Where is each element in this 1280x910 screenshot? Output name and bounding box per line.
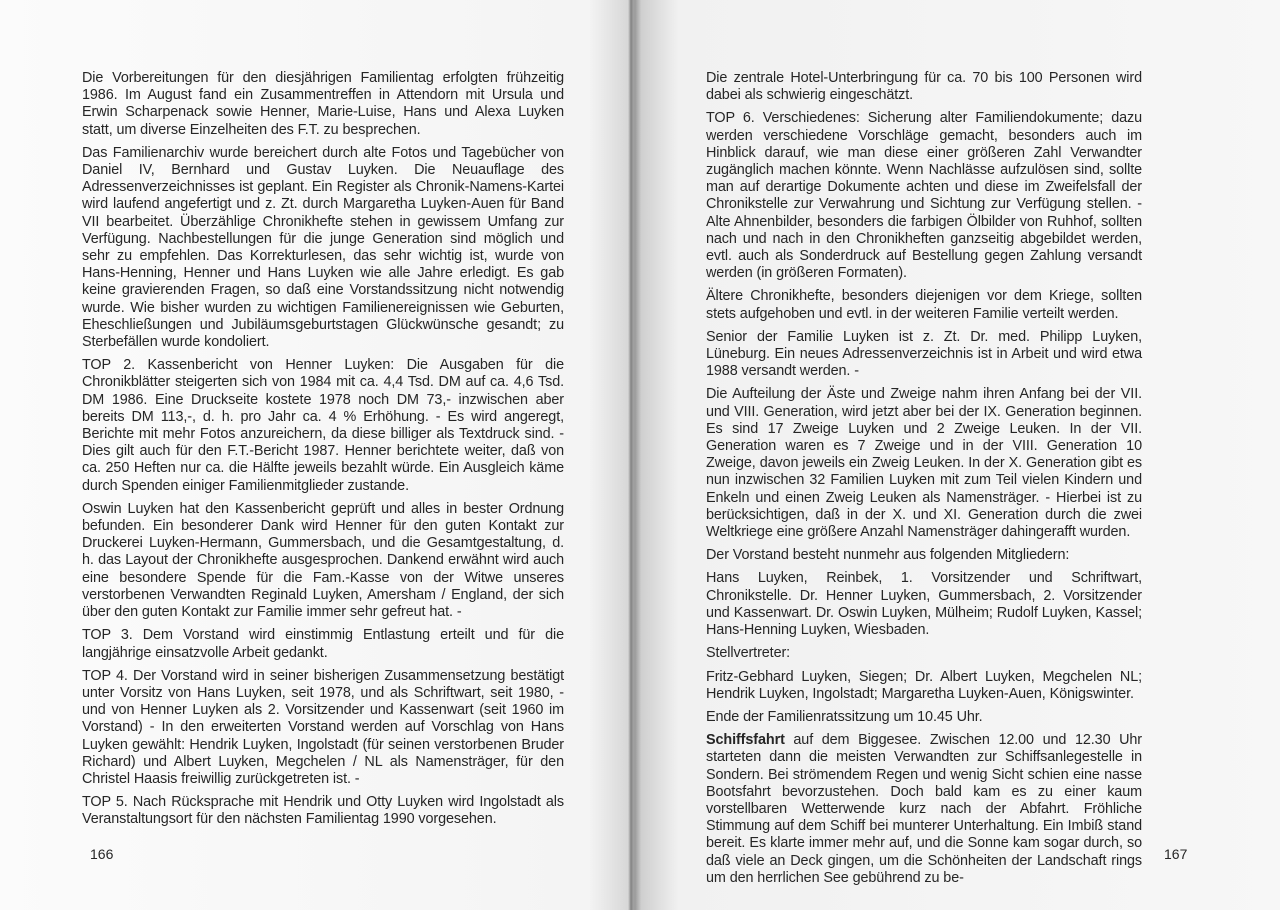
paragraph: Fritz-Gebhard Luyken, Siegen; Dr. Albert Luyken, Megchelen NL; Hendrik Luyken, Ingolstadt; Margaretha Luyken-Auen, Königswinter. bbox=[706, 668, 1142, 702]
paragraph: TOP 3. Dem Vorstand wird einstimmig Entlastung erteilt und für die langjährige einsatzvolle Arbeit gedankt. bbox=[82, 627, 564, 661]
paragraph: Ende der Familienratssitzung um 10.45 Uhr. bbox=[706, 708, 983, 725]
left-text-column bbox=[82, 70, 564, 835]
paragraph: Stellvertreter: bbox=[706, 645, 791, 662]
paragraph: Schiffsfahrt auf dem Biggesee. Zwischen 12.00 und 12.30 Uhr starteten dann die meisten Verwandten zur Schiffsanlegestelle in Sondern. Bei strömendem Regen und wenig Sicht schien eine nasse Bootsfahrt bevorzustehen. Doch bald kam es zu einer kaum vorstellbaren Wetterwende kurz nach der Abfahrt. Fröhliche Stimmung auf dem Schiff bei munterer Unterhaltung. Ein Imbiß stand bereit. Es klarte immer mehr auf, und die Sonne kam sogar durch, so daß viele an Deck gingen, um die Schönheiten der Landschaft rings um den herrlichen See gebührend zu be- bbox=[706, 732, 1142, 886]
paragraph: TOP 2. Kassenbericht von Henner Luyken: Die Ausgaben für die Chronikblätter steigerten sich von 1984 mit ca. 4,4 Tsd. DM auf ca. 4,6 Tsd. DM 1986. Eine Druckseite kostete 1978 noch DM 73,- inzwischen aber bereits DM 113,-, d. h. pro Jahr ca. 4 % Erhöhung. - Es wird angeregt, Berichte mit mehr Fotos anzureichern, da diese billiger als Textdruck sind. - Dies gilt auch für den F.T.-Bericht 1987. Henner berichtete weiter, daß von ca. 250 Heften nur ca. die Hälfte jeweils bezahlt würde. Ein Ausgleich käme durch Spenden einiger Familienmitglieder zustande. bbox=[82, 357, 564, 494]
paragraph: Hans Luyken, Reinbek, 1. Vorsitzender und Schriftwart, Chronikstelle. Dr. Henner Luyken, Gummersbach, 2. Vorsitzender und Kassenwart. Dr. Oswin Luyken, Mülheim; Rudolf Luyken, Kassel; Hans-Henning Luyken, Wiesbaden. bbox=[706, 570, 1142, 639]
paragraph: Das Familienarchiv wurde bereichert durch alte Fotos und Tagebücher von Daniel IV, Bernhard und Gustav Luyken. Die Neuauflage des Adressenverzeichnisses ist geplant. Ein Register als Chronik-Namens-Kartei wird laufend angefertigt und z. Zt. durch Margaretha Luyken-Auen für Band VII bearbeitet. Überzählige Chronikhefte stehen in gewissem Umfang zur Verfügung. Nachbestellungen für die junge Generation sind möglich und sehr zu empfehlen. Das Korrekturlesen, das sehr wichtig ist, wurde von Hans-Henning, Henner und Hans Luyken wie alle Jahre erledigt. Es gab keine gravierenden Fragen, so daß eine Vorstandssitzung nicht notwendig wurde. Wie bisher wurden zu wichtigen Familienereignissen wie Geburten, Eheschließungen und Jubiläumsgeburtstagen Glückwünsche gesandt; zu Sterbefällen wurde kondoliert. bbox=[82, 144, 564, 351]
paragraph: Die zentrale Hotel-Unterbringung für ca. 70 bis 100 Personen wird dabei als schwierig eingeschätzt. bbox=[706, 70, 1142, 104]
paragraph: TOP 5. Nach Rücksprache mit Hendrik und Otty Luyken wird Ingolstadt als Veranstaltungsort für den nächsten Familientag 1990 vorgesehen. bbox=[82, 794, 564, 828]
right-page bbox=[632, 0, 1280, 910]
page-number-right: 167 bbox=[1164, 846, 1188, 862]
paragraph: TOP 4. Der Vorstand wird in seiner bisherigen Zusammensetzung bestätigt unter Vorsitz von Hans Luyken, seit 1978, und als Schriftwart, seit 1980, - und von Henner Luyken als 2. Vorsitzender und Kassenwart (seit 1960 im Vorstand) - In den erweiterten Vorstand werden auf Vorschlag von Hans Luyken gewählt: Hendrik Luyken, Ingolstadt (für seinen verstorbenen Bruder Richard) und Albert Luyken, Megchelen / NL als Namensträger, für den Christel Haasis freiwillig zurückgetreten ist. - bbox=[82, 667, 564, 787]
left-page bbox=[0, 0, 632, 910]
paragraph: Die Vorbereitungen für den diesjährigen Familientag erfolgten frühzeitig 1986. Im August fand ein Zusammentreffen in Attendorn mit Ursula und Erwin Scharpenack sowie Henner, Marie-Luise, Hans und Alexa Luyken statt, um diverse Einzelheiten des F.T. zu besprechen. bbox=[82, 70, 564, 138]
paragraph: TOP 6. Verschiedenes: Sicherung alter Familiendokumente; dazu werden verschiedene Vorschläge gemacht, besonders auch im Hinblick darauf, wie man diese einer größeren Zahl Verwandter zugänglich machen könnte. Wenn Nachlässe aufzulösen sind, sollte man auf derartige Dokumente achten und diese im Zweifelsfall der Chronikstelle zur Verwahrung und Sichtung zur Verfügung stellen. - Alte Ahnenbilder, besonders die farbigen Ölbilder von Ruhhof, sollten nach und nach in den Chronikheften ganzseitig abgebildet werden, evtl. auch als Sonderdruck auf Bestellung gegen Zahlung versandt werden (in größeren Formaten). bbox=[706, 110, 1142, 282]
paragraph: Senior der Familie Luyken ist z. Zt. Dr. med. Philipp Luyken, Lüneburg. Ein neues Adressenverzeichnis ist in Arbeit und wird etwa 1988 versandt werden. - bbox=[706, 328, 1142, 380]
page-number-left: 166 bbox=[90, 846, 114, 862]
paragraph: Die Aufteilung der Äste und Zweige nahm ihren Anfang bei der VII. und VIII. Generation, wird jetzt aber bei der IX. Generation beginnen. Es sind 17 Zweige Luyken und 2 Zweige Leuken. In der VII. Generation waren es 7 Zweige und in der VIII. Generation 10 Zweige, davon jeweils ein Zweig Leuken. In der X. Generation gibt es nun inzwischen 32 Familien Luyken mit zum Teil vielen Kindern und Enkeln und einen Zweig Leuken als Namensträger. - Hierbei ist zu berücksichtigen, daß in der X. und XI. Generation durch die zwei Weltkriege eine größere Anzahl Namensträger dahingerafft wurden. bbox=[706, 386, 1142, 541]
paragraph: Der Vorstand besteht nunmehr aus folgenden Mitgliedern: bbox=[706, 547, 1070, 564]
paragraph: Ältere Chronikhefte, besonders diejenigen vor dem Kriege, sollten stets aufgehoben und evtl. in der weiteren Familie verteilt werden. bbox=[706, 288, 1142, 322]
paragraph: Oswin Luyken hat den Kassenbericht geprüft und alles in bester Ordnung befunden. Ein besonderer Dank wird Henner für den guten Kontakt zur Druckerei Luyken-Hermann, Gummersbach, und die Gesamtgestaltung, d. h. das Layout der Chronikhefte ausgesprochen. Dankend erwähnt wird auch eine besondere Spende für die Fam.-Kasse von der Witwe unseres verstorbenen Verwandten Reginald Luyken, Amersham / England, der sich über den guten Kontakt zur Familie immer sehr gefreut hat. - bbox=[82, 500, 564, 621]
right-text-column bbox=[706, 70, 1142, 893]
